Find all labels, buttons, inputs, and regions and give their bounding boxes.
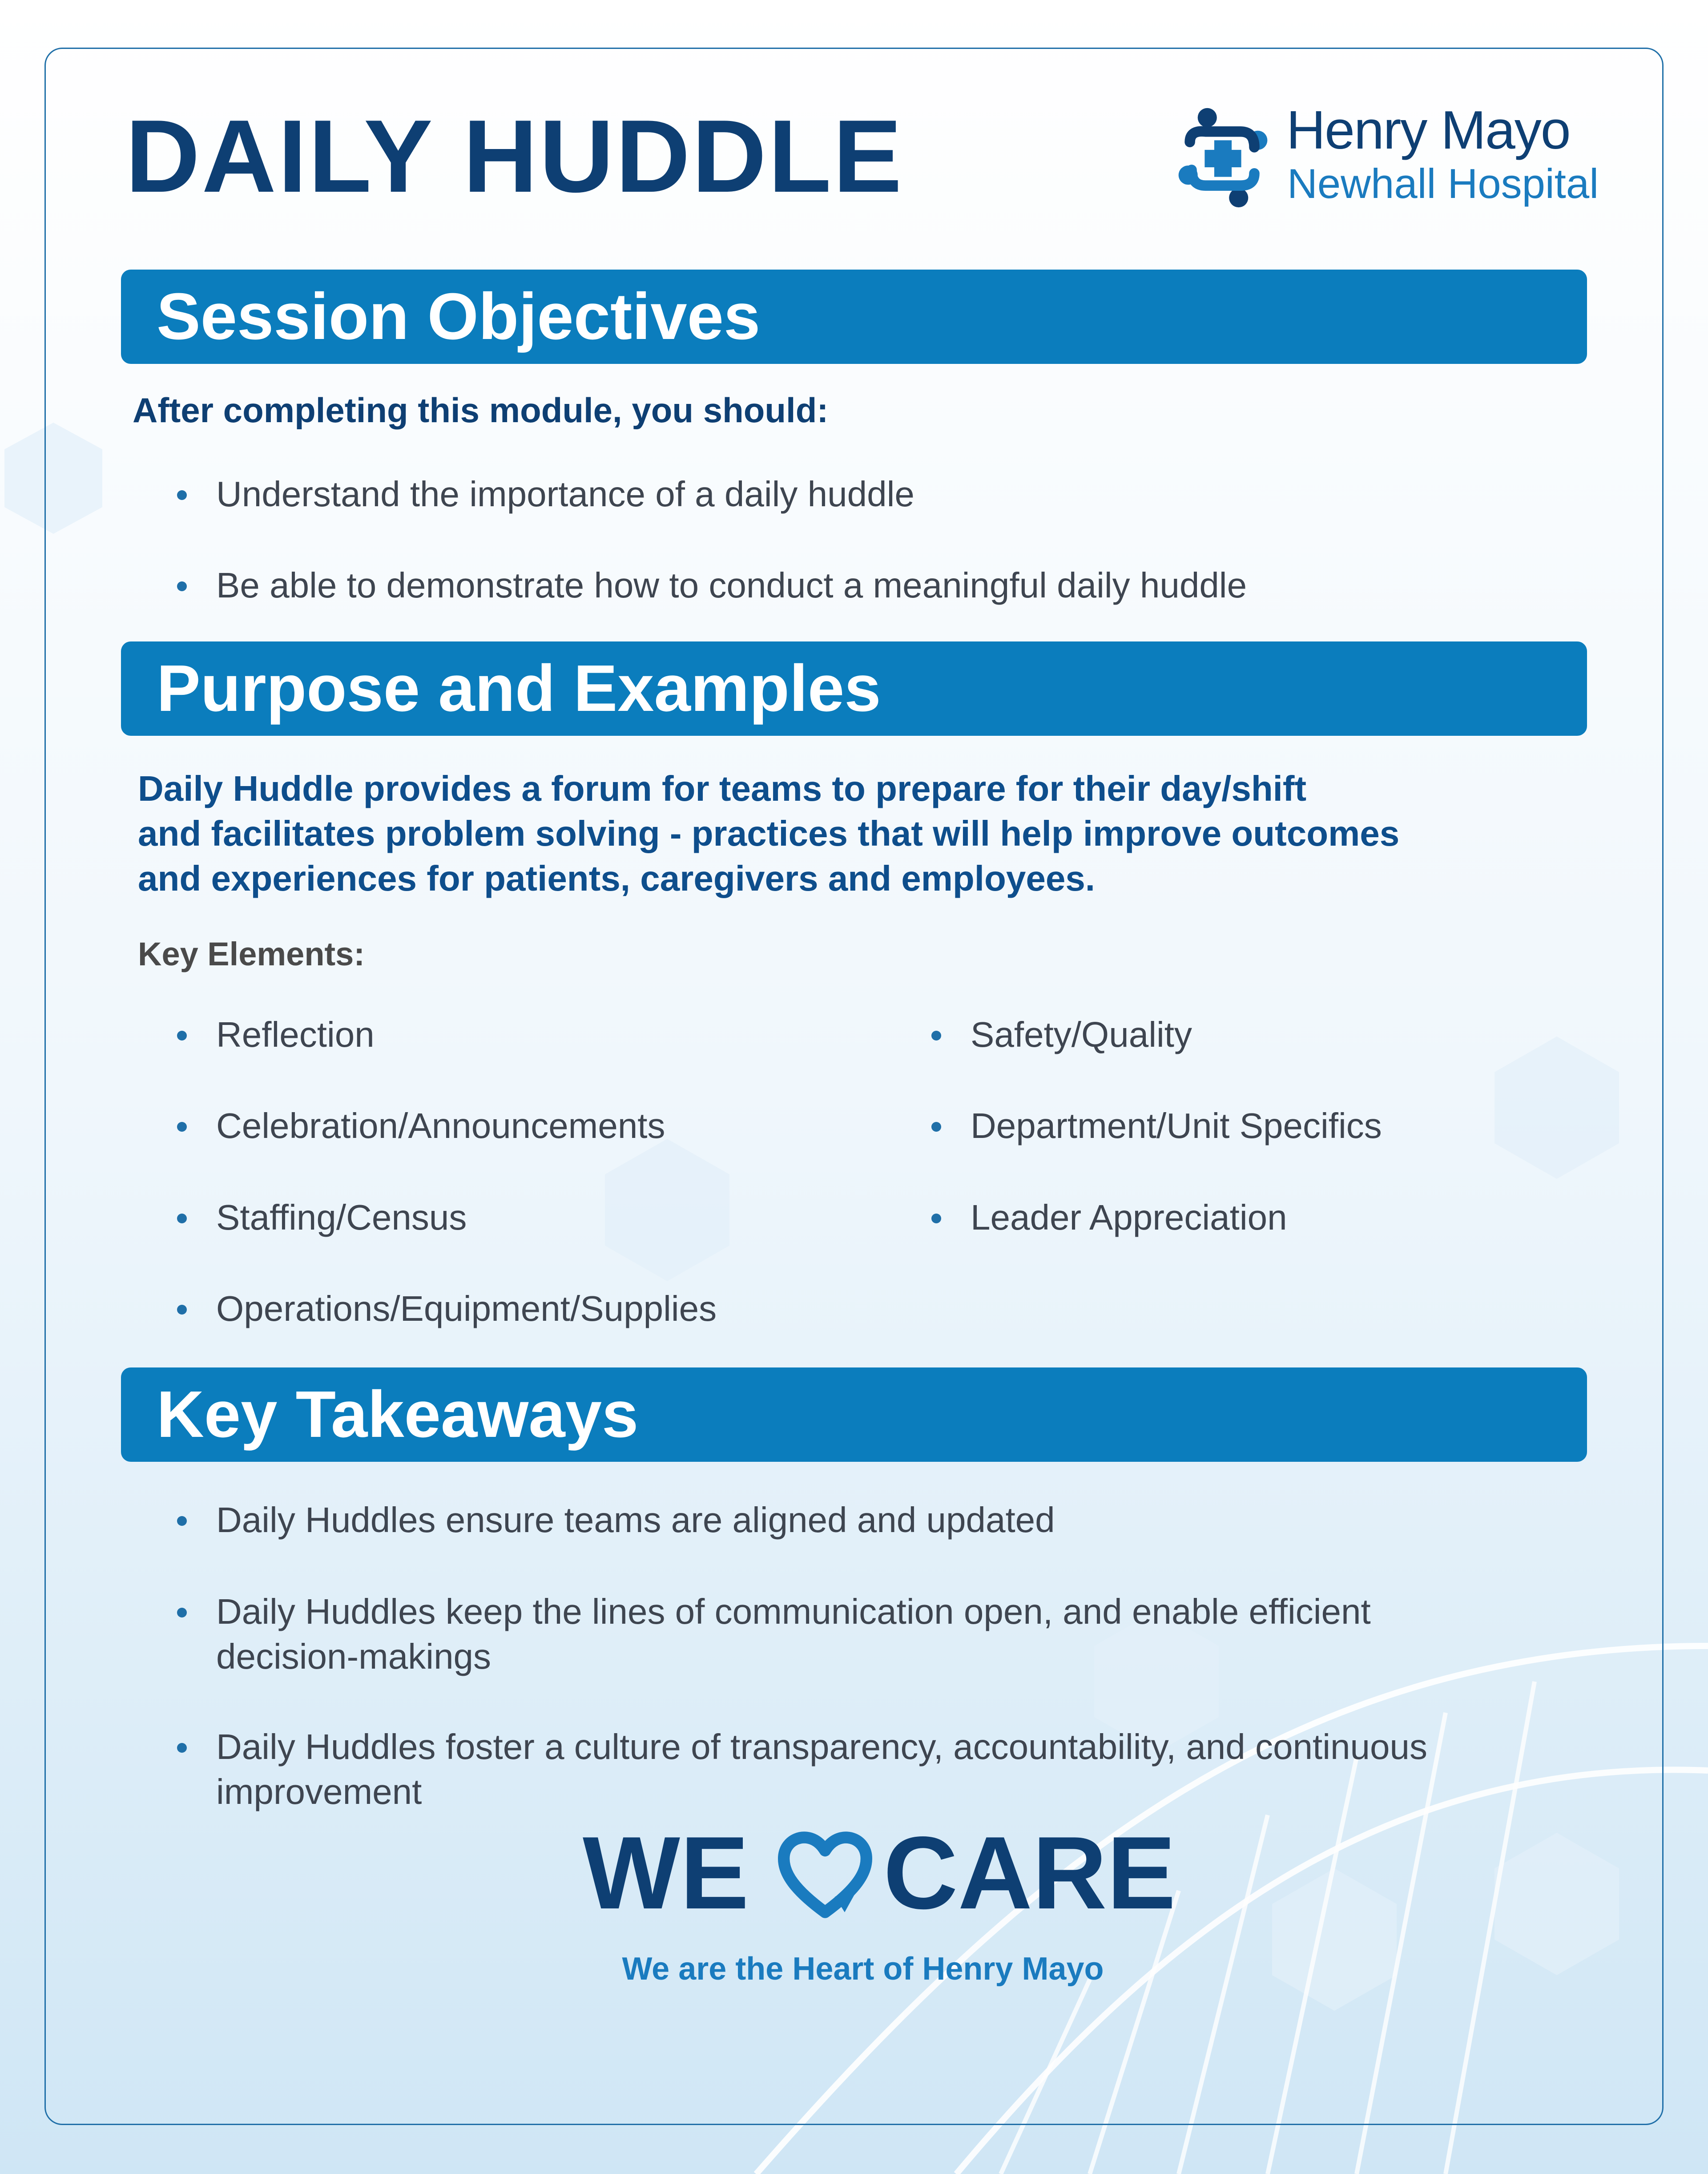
section-header-key-takeaways: Key Takeaways: [121, 1367, 1587, 1462]
tagline: We are the Heart of Henry Mayo: [622, 1951, 1104, 1987]
bullet-dot: [931, 1031, 941, 1041]
list-item: [216, 1497, 1055, 1542]
list-item: [216, 472, 914, 516]
paragraph-line: and experiences for patients, caregivers and employees.: [138, 859, 1096, 898]
list-item: [216, 1589, 1371, 1679]
list-item-text: Department/Unit Specifics: [971, 1106, 1382, 1145]
bullet-dot: [177, 1031, 187, 1041]
list-item: [216, 1012, 375, 1057]
paragraph-line: Daily Huddle provides a forum for teams to prepare for their day/shift: [138, 769, 1307, 808]
list-item: [971, 1103, 1382, 1148]
care-text: CARE: [883, 1815, 1176, 1931]
list-item-text: Be able to demonstrate how to conduct a meaningful daily huddle: [216, 565, 1247, 605]
list-item-text: Daily Huddles keep the lines of communication open, and enable efficient: [216, 1592, 1371, 1631]
purpose-paragraph: [138, 766, 1517, 901]
list-item-text: Daily Huddles foster a culture of transparency, accountability, and continuous: [216, 1727, 1427, 1767]
list-item-text: Operations/Equipment/Supplies: [216, 1289, 717, 1328]
section-header-session-objectives: Session Objectives: [121, 270, 1587, 364]
session-intro: After completing this module, you should:: [133, 391, 829, 430]
bullet-dot: [177, 1122, 187, 1132]
cross-people-icon: [1171, 105, 1275, 210]
key-elements-label: Key Elements:: [138, 936, 365, 972]
list-item-text: Leader Appreciation: [971, 1198, 1287, 1237]
list-item-text: Understand the importance of a daily huddle: [216, 474, 914, 514]
list-item: [216, 563, 1247, 608]
bullet-dot: [177, 490, 187, 500]
section-header-purpose-examples: Purpose and Examples: [121, 641, 1587, 736]
bullet-dot: [177, 1214, 187, 1223]
list-item-text-continued: decision-makings: [216, 1637, 491, 1676]
list-item-text: Daily Huddles ensure teams are aligned and updated: [216, 1500, 1055, 1540]
paragraph-line: and facilitates problem solving - practices that will help improve outcomes: [138, 814, 1400, 853]
list-item: [971, 1012, 1192, 1057]
list-item: [216, 1286, 717, 1331]
heart-arrow-icon: [774, 1826, 876, 1924]
list-item: [216, 1195, 467, 1240]
bullet-dot: [931, 1214, 941, 1223]
logo-name-line1: Henry Mayo: [1286, 100, 1570, 160]
list-item-text: Staffing/Census: [216, 1198, 467, 1237]
list-item-text: Reflection: [216, 1015, 375, 1054]
hospital-logo: [1171, 100, 1599, 210]
bullet-dot: [177, 1305, 187, 1315]
list-item-text-continued: improvement: [216, 1772, 422, 1811]
list-item-text: Celebration/Announcements: [216, 1106, 665, 1145]
bullet-dot: [177, 581, 187, 591]
list-item: [216, 1103, 665, 1148]
bullet-dot: [177, 1608, 187, 1617]
list-item: [216, 1724, 1427, 1814]
page-title: DAILY HUDDLE: [125, 99, 904, 214]
we-care-logo: [583, 1815, 1176, 2009]
list-item-text: Safety/Quality: [971, 1015, 1192, 1054]
bullet-dot: [177, 1743, 187, 1753]
bullet-dot: [177, 1516, 187, 1526]
bullet-dot: [931, 1122, 941, 1132]
we-text: WE: [583, 1815, 749, 1931]
logo-name-line2: Newhall Hospital: [1287, 160, 1599, 207]
list-item: [971, 1195, 1287, 1240]
